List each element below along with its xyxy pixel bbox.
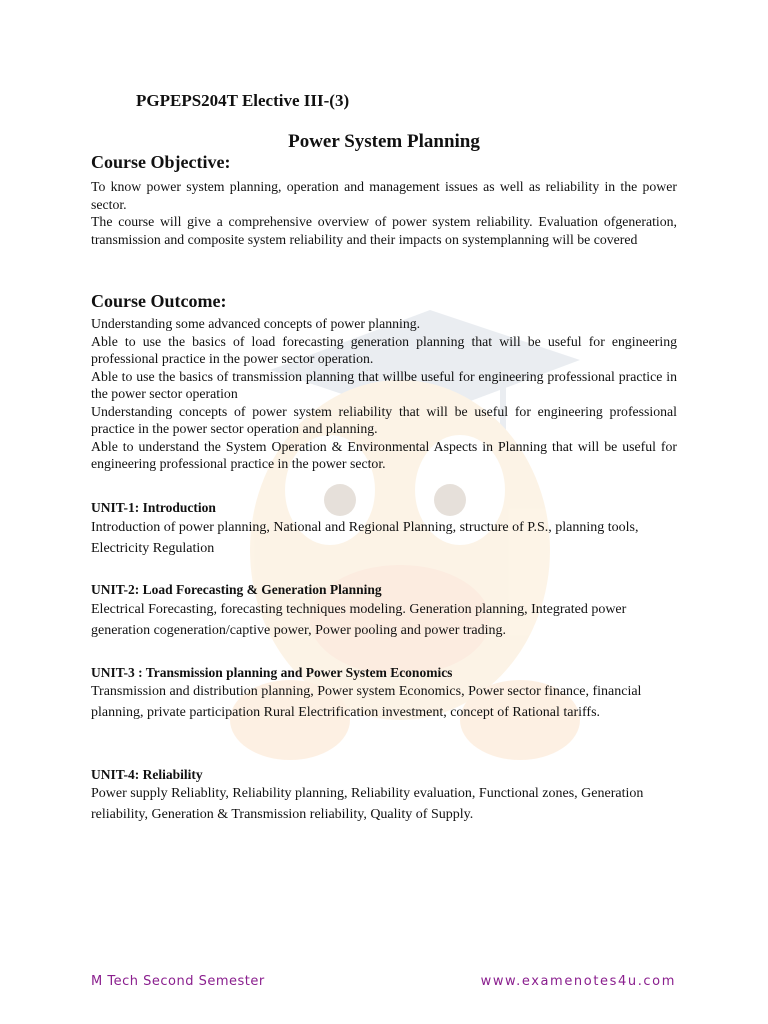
outcome-paragraph: Understanding concepts of power system reliability that will be useful for engineering professional practice in the power sector operation and planning. — [91, 403, 677, 436]
objective-paragraph: To know power system planning, operation and management issues as well as reliability in the power sector. — [91, 179, 677, 212]
outcome-paragraph: Able to use the basics of transmission planning that willbe useful for engineering professional practice in the power sector operation — [91, 368, 677, 401]
unit-2-body: Electrical Forecasting, forecasting techniques modeling. Generation planning, Integrated power generation cogeneration/captive power, Power pooling and power trading. — [91, 602, 627, 638]
unit-1-body: Introduction of power planning, National and Regional Planning, structure of P.S., planning tools, Electricity Regulation — [91, 520, 639, 556]
unit-4-title: UNIT-4: Reliability — [91, 767, 203, 782]
unit-3-title: UNIT-3 : Transmission planning and Power System Economics — [91, 665, 453, 680]
course-objective-text — [91, 178, 677, 248]
outcome-paragraph: Understanding some advanced concepts of power planning. — [91, 316, 421, 331]
footer-semester: M Tech Second Semester — [91, 974, 265, 989]
unit-1-title: UNIT-1: Introduction — [91, 500, 216, 515]
unit-2-title: UNIT-2: Load Forecasting & Generation Planning — [91, 582, 382, 597]
course-outcome-heading: Course Outcome: — [91, 291, 227, 311]
page-title: Power System Planning — [288, 131, 480, 152]
course-objective-heading: Course Objective: — [91, 152, 231, 172]
outcome-paragraph: Able to use the basics of load forecasting generation planning that will be useful for engineering professional practice in the power sector operation. — [91, 333, 677, 366]
course-outcome-text — [91, 315, 677, 473]
unit-4-body: Power supply Reliablity, Reliability planning, Reliability evaluation, Functional zones, Generation reliability, Generation & Transmission reliability, Quality of Supply. — [91, 786, 644, 822]
course-code-title: PGPEPS204T Elective III-(3) — [136, 91, 350, 110]
unit-3-body: Transmission and distribution planning, Power system Economics, Power sector finance, financial planning, private participation Rural Electrification investment, concept of Rational tariffs. — [91, 684, 642, 720]
footer-website-link[interactable]: www.examenotes4u.com — [480, 974, 676, 989]
objective-paragraph: The course will give a comprehensive overview of power system reliability. Evaluation ofgeneration, transmission and composite system reliability and their impacts on systemplanning will be covered — [91, 214, 677, 247]
outcome-paragraph: Able to understand the System Operation & Environmental Aspects in Planning that will be useful for engineering professional practice in the power sector. — [91, 438, 677, 471]
